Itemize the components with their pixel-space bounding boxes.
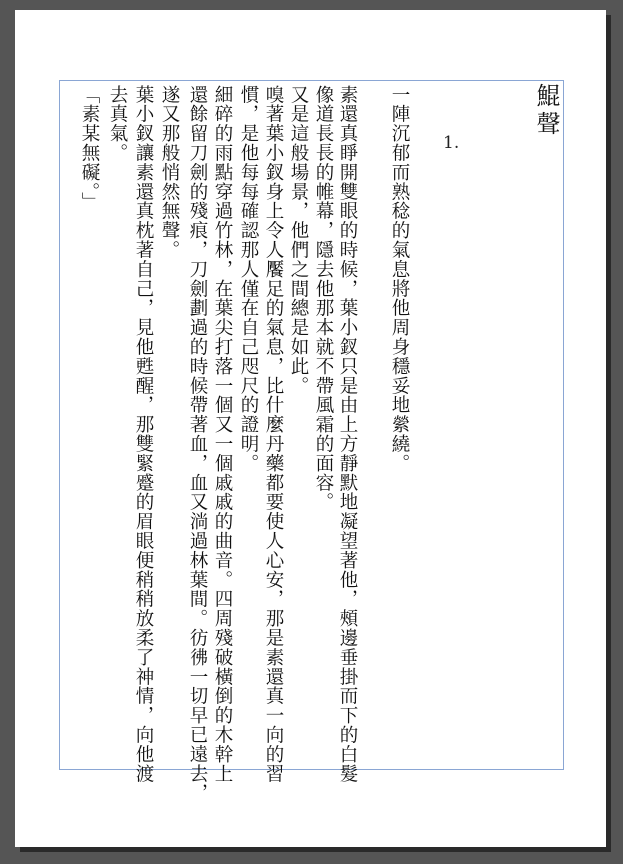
text-column-1: 一陣沉郁而熟稔的氣息將他周身穩妥地縈繞。 xyxy=(389,85,410,473)
text-column-2: 素還真睜開雙眼的時候，葉小釵只是由上方靜默地凝望著他，頰邊垂掛而下的白髮 xyxy=(337,85,358,784)
text-column-9: 遂又那般悄然無聲。 xyxy=(159,85,180,260)
text-column-10: 葉小釵讓素還真枕著自己，見他甦醒，那雙緊蹙的眉眼便稍稍放柔了神情，向他渡 xyxy=(133,85,154,784)
text-column-7: 細碎的雨點穿過竹林，在葉尖打落一個又一個戚戚的曲音。四周殘破橫倒的木幹上 xyxy=(212,85,233,784)
text-column-5: 嗅著葉小釵身上令人饜足的氣息，比什麼丹藥都要使人心安，那是素還真一向的習 xyxy=(263,85,284,784)
text-column-12: 「素某無礙。」 xyxy=(79,85,100,212)
document-page xyxy=(15,10,606,847)
text-frame xyxy=(59,80,564,803)
text-column-3: 像道長長的帷幕，隱去他那本就不帶風霜的面容。 xyxy=(313,85,334,512)
text-column-6: 慣，是他每每確認那人僅在自己咫尺的證明。 xyxy=(238,85,259,473)
text-column-8: 還餘留刀劍的殘痕，刀劍劃過的時候帶著血，血又淌過林葉間。彷彿一切早已遠去， xyxy=(187,85,208,803)
text-column-11: 去真氣。 xyxy=(107,85,128,163)
chapter-title: 鯤聲 xyxy=(532,83,560,139)
text-column-4: 又是這般場景，他們之間總是如此。 xyxy=(288,85,309,396)
section-number: 1. xyxy=(443,133,460,153)
